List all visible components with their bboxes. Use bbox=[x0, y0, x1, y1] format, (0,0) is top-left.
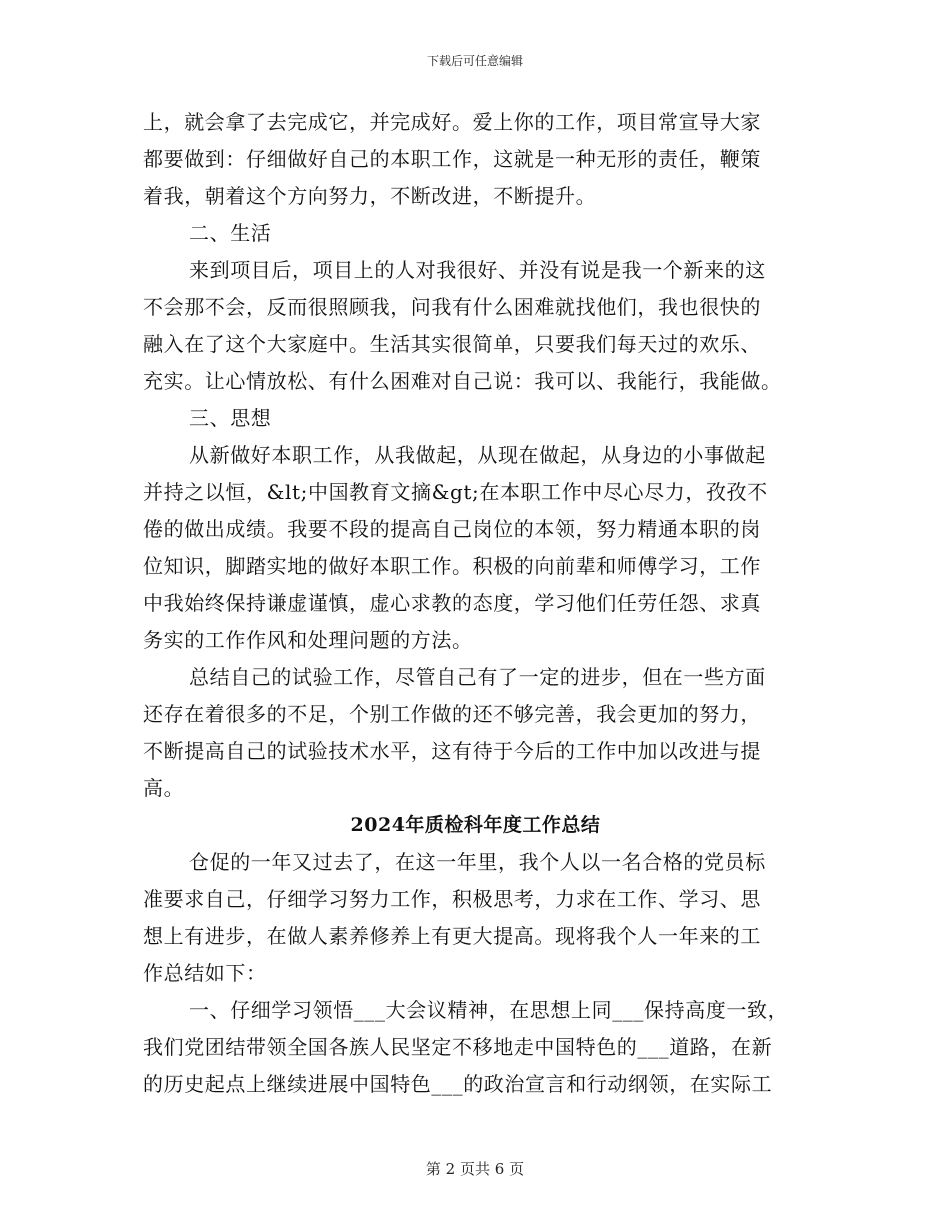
text-line: 融入在了这个大家庭中。生活其实很简单，只要我们每天过的欢乐、 bbox=[143, 332, 761, 356]
text-line: 从新做好本职工作，从我做起，从现在做起，从身边的小事做起 bbox=[189, 443, 766, 467]
text-line: 位知识，脚踏实地的做好本职工作。积极的向前辈和师傅学习，工作 bbox=[143, 554, 761, 578]
text-line: 一、仔细学习领悟___大会议精神，在思想上同___保持高度一致， bbox=[189, 998, 789, 1022]
text-line: 倦的做出成绩。我要不段的提高自己岗位的本领，努力精通本职的岗 bbox=[143, 517, 761, 541]
text-line: 不会那不会，反而很照顾我，问我有什么困难就找他们，我也很快的 bbox=[143, 295, 761, 319]
text-line: 高。 bbox=[143, 776, 185, 800]
text-line: 总结自己的试验工作，尽管自己有了一定的进步，但在一些方面 bbox=[189, 665, 766, 689]
text-line: 的历史起点上继续进展中国特色___的政治宣言和行动纲领，在实际工 bbox=[143, 1072, 773, 1096]
text-line: 我们党团结带领全国各族人民坚定不移地走中国特色的___道路，在新 bbox=[143, 1035, 773, 1059]
text-line: 想上有进步，在做人素养修养上有更大提高。现将我个人一年来的工 bbox=[143, 924, 761, 948]
text-line: 仓促的一年又过去了，在这一年里，我个人以一名合格的党员标 bbox=[189, 850, 766, 874]
text-line: 务实的工作作风和处理问题的方法。 bbox=[143, 628, 473, 652]
text-line: 充实。让心情放松、有什么困难对自己说：我可以、我能行，我能做。 bbox=[143, 369, 782, 393]
text-line: 作总结如下： bbox=[143, 961, 267, 985]
document-body bbox=[143, 104, 808, 1103]
text-line: 三、思想 bbox=[189, 406, 272, 430]
text-line: 上，就会拿了去完成它，并完成好。爱上你的工作，项目常宣导大家 bbox=[143, 110, 761, 134]
text-line: 都要做到：仔细做好自己的本职工作，这就是一种无形的责任，鞭策 bbox=[143, 147, 761, 171]
text-line: 还存在着很多的不足，个别工作做的还不够完善，我会更加的努力， bbox=[143, 702, 761, 726]
text-line: 二、生活 bbox=[189, 221, 272, 245]
section-title: 2024年质检科年度工作总结 bbox=[350, 814, 601, 836]
text-line: 准要求自己，仔细学习努力工作，积极思考，力求在工作、学习、思 bbox=[143, 887, 761, 911]
text-line: 中我始终保持谦虚谨慎，虚心求教的态度，学习他们任劳任怨、求真 bbox=[143, 591, 761, 615]
page-header: 下载后可任意编辑 bbox=[426, 54, 523, 68]
text-line: 不断提高自己的试验技术水平，这有待于今后的工作中加以改进与提 bbox=[143, 739, 761, 763]
text-line: 并持之以恒，&lt;中国教育文摘&gt;在本职工作中尽心尽力，孜孜不 bbox=[143, 480, 768, 504]
text-line: 来到项目后，项目上的人对我很好、并没有说是我一个新来的这 bbox=[189, 258, 766, 282]
text-line: 着我，朝着这个方向努力，不断改进，不断提升。 bbox=[143, 184, 597, 208]
page-footer: 第 2 页共 6 页 bbox=[425, 1160, 525, 1178]
